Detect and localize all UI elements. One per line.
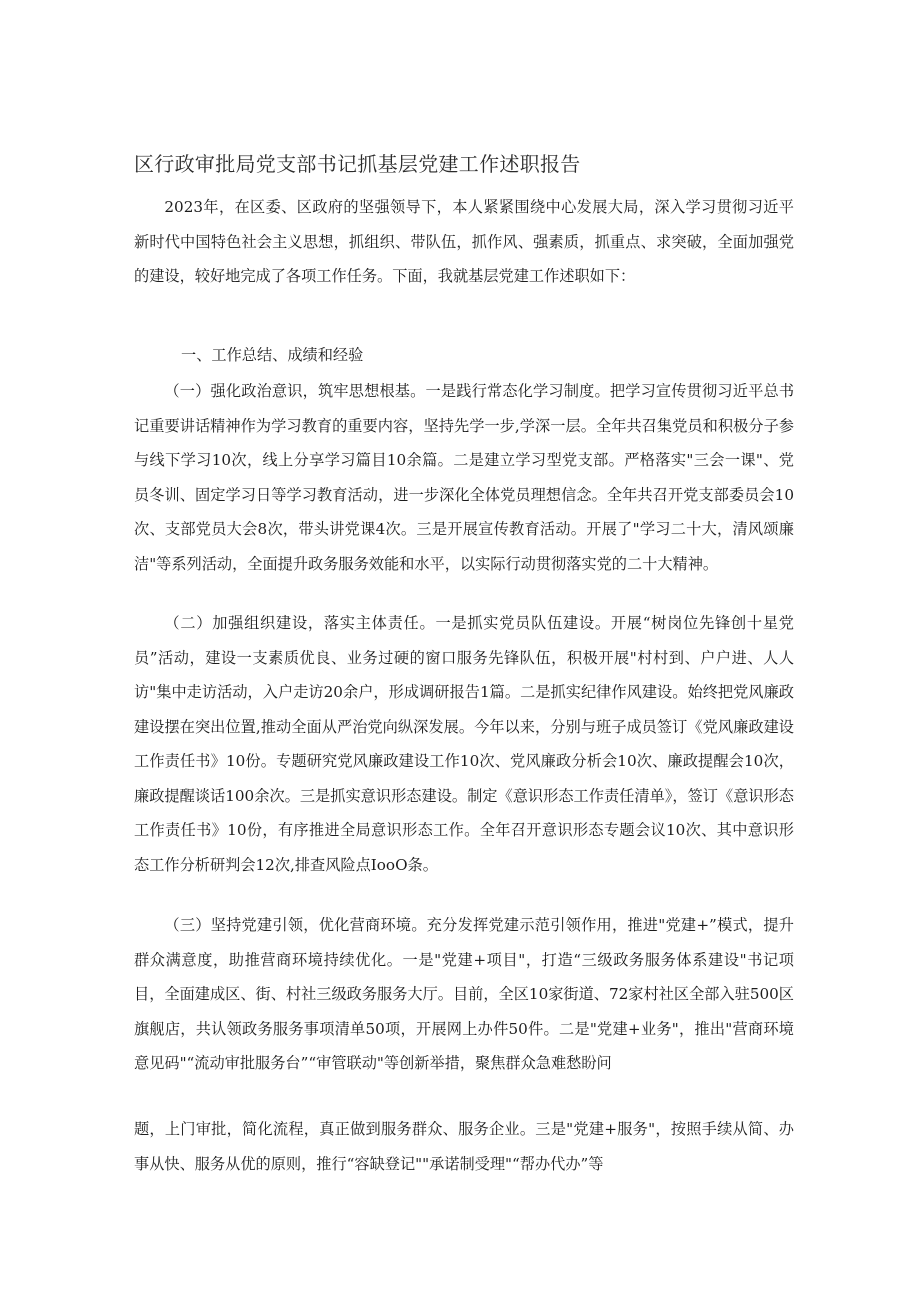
intro-paragraph: 2023年，在区委、区政府的坚强领导下，本人紧紧围绕中心发展大局，深入学习贯彻习近平新时代中国特色社会主义思想，抓组织、带队伍，抓作风、强素质，抓重点、求突破，全面加强党的建设，较好地完成了各项工作任务。下面，我就基层党建工作述职如下： bbox=[134, 198, 794, 285]
subsection-1-paragraph: （一）强化政治意识，筑牢思想根基。一是践行常态化学习制度。把学习宣传贯彻习近平总书记重要讲话精神作为学习教育的重要内容，坚持先学一步,学深一层。全年共召集党员和积极分子参与线下学习10次，线上分享学习篇目10余篇。二是建立学习型党支部。严格落实"三会一课"、党员冬训、固定学习日等学习教育活动，进一步深化全体党员理想信念。全年共召开党支部委员会10次、支部党员大会8次，带头讲党课4次。三是开展宣传教育活动。开展了"学习二十大，清风颂廉洁"等系列活动，全面提升政务服务效能和水平，以实际行动贯彻落实党的二十大精神。 bbox=[134, 382, 794, 573]
continuation-paragraph: 题，上门审批，简化流程，真正做到服务群众、服务企业。三是"党建+服务"，按照手续从简、办事从快、服务从优的原则，推行“容缺登记""承诺制受理"“帮办代办”等 bbox=[134, 1120, 794, 1173]
section-heading: 一、工作总结、成绩和经验 bbox=[181, 346, 364, 364]
document-title: 区行政审批局党支部书记抓基层党建工作述职报告 bbox=[134, 152, 581, 176]
subsection-2-paragraph: （二）加强组织建设，落实主体责任。一是抓实党员队伍建设。开展“树岗位先锋创十星党员”活动，建设一支素质优良、业务过硬的窗口服务先锋队伍，积极开展"村村到、户户进、人人访"集中走访活动，入户走访20余户，形成调研报告1篇。二是抓实纪律作风建设。始终把党风廉政建设摆在突出位置,推动全面从严治党向纵深发展。今年以来，分别与班子成员签订《党风廉政建设工作责任书》10份。专题研究党风廉政建设工作10次、党风廉政分析会10次、廉政提醒会10次，廉政提醒谈话100余次。三是抓实意识形态建设。制定《意识形态工作责任清单》，签订《意识形态工作责任书》10份，有序推进全局意识形态工作。全年召开意识形态专题会议10次、其中意识形态工作分析研判会12次,排查风险点IooO条。 bbox=[134, 614, 794, 874]
subsection-3-paragraph: （三）坚持党建引领，优化营商环境。充分发挥党建示范引领作用，推进"党建+”模式，提升群众满意度，助推营商环境持续优化。一是"党建+项目"，打造“三级政务服务体系建设"书记项目，全面建成区、街、村社三级政务服务大厅。目前，全区10家街道、72家村社区全部入驻500区旗舰店，共认领政务服务事项清单50项，开展网上办件50件。二是"党建+业务"，推出"营商环境意见码"“流动审批服务台”“审管联动"等创新举措，聚焦群众急难愁盼问 bbox=[134, 916, 794, 1072]
